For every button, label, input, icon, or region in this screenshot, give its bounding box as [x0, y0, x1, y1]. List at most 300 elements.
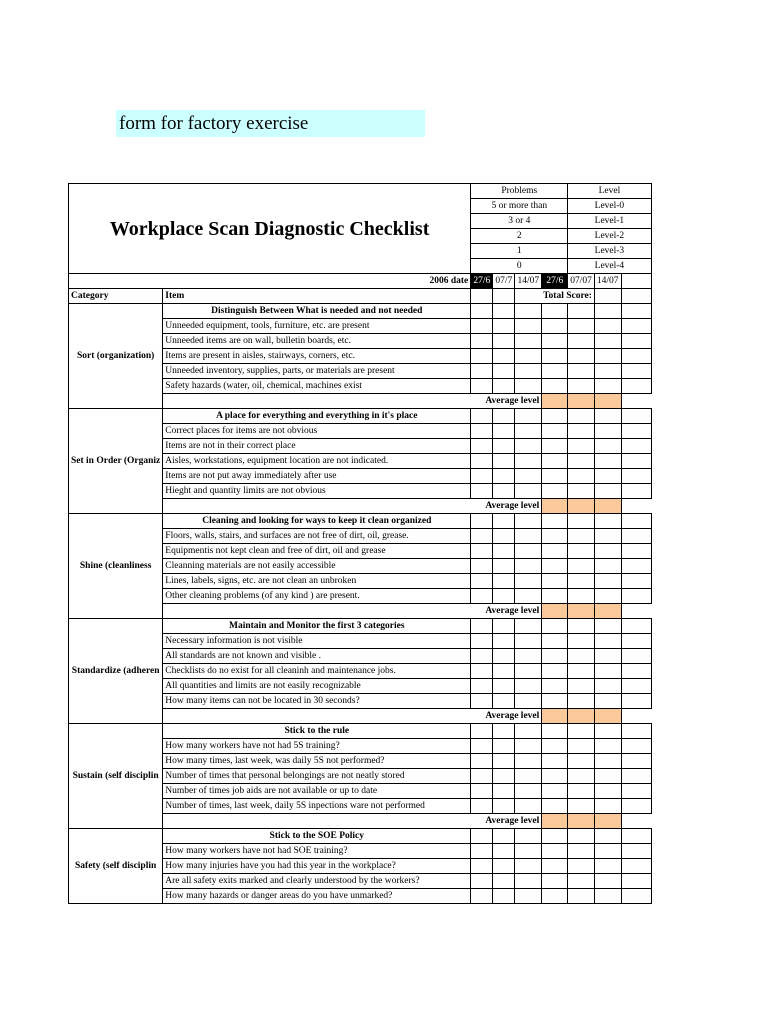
score-cell[interactable] [594, 469, 621, 484]
date-cell: 14/07 [594, 274, 621, 289]
score-cell[interactable] [568, 739, 595, 754]
score-cell[interactable] [568, 829, 595, 844]
score-cell[interactable] [594, 634, 621, 649]
score-cell[interactable] [568, 349, 595, 364]
score-cell[interactable] [621, 724, 651, 739]
score-cell[interactable] [621, 874, 651, 889]
score-cell[interactable] [515, 364, 542, 379]
score-cell[interactable] [568, 874, 595, 889]
score-cell[interactable] [493, 589, 515, 604]
score-cell[interactable] [471, 679, 493, 694]
checklist-table [68, 183, 652, 904]
score-cell[interactable] [621, 334, 651, 349]
score-cell[interactable] [594, 514, 621, 529]
score-cell[interactable] [594, 334, 621, 349]
score-cell[interactable] [515, 349, 542, 364]
score-cell[interactable] [542, 844, 568, 859]
average-level-cell[interactable] [594, 814, 621, 829]
average-level-cell[interactable] [568, 709, 595, 724]
average-level-label: Average level [163, 814, 542, 829]
score-cell[interactable] [621, 844, 651, 859]
section-heading-row [69, 409, 652, 424]
score-cell[interactable] [542, 544, 568, 559]
score-cell[interactable] [515, 319, 542, 334]
score-cell[interactable] [515, 379, 542, 394]
legend-level: Level-2 [568, 229, 651, 244]
date-cell: 27/6 [471, 274, 493, 289]
score-cell[interactable] [568, 334, 595, 349]
score-cell[interactable] [493, 544, 515, 559]
checklist-item: Other cleaning problems (of any kind ) are present. [163, 589, 471, 604]
score-cell[interactable] [515, 634, 542, 649]
checklist-item: Correct places for items are not obvious [163, 424, 471, 439]
score-cell[interactable] [568, 799, 595, 814]
score-cell[interactable] [493, 754, 515, 769]
score-cell[interactable] [594, 874, 621, 889]
score-cell[interactable] [515, 424, 542, 439]
score-cell[interactable] [621, 589, 651, 604]
score-cell[interactable] [542, 694, 568, 709]
score-cell[interactable] [493, 484, 515, 499]
score-cell[interactable] [594, 409, 621, 424]
score-cell[interactable] [594, 859, 621, 874]
score-cell[interactable] [621, 424, 651, 439]
score-cell[interactable] [515, 739, 542, 754]
average-level-cell[interactable] [594, 709, 621, 724]
score-cell[interactable] [542, 409, 568, 424]
score-cell[interactable] [515, 589, 542, 604]
score-cell[interactable] [471, 439, 493, 454]
average-level-cell[interactable] [594, 604, 621, 619]
average-level-cell[interactable] [542, 499, 568, 514]
score-cell[interactable] [594, 424, 621, 439]
category-label: Set in Order (Organiz [69, 409, 163, 514]
score-cell[interactable] [471, 514, 493, 529]
score-cell[interactable] [621, 784, 651, 799]
score-cell[interactable] [621, 469, 651, 484]
score-cell[interactable] [568, 679, 595, 694]
score-cell[interactable] [568, 859, 595, 874]
score-cell[interactable] [515, 649, 542, 664]
score-cell[interactable] [568, 469, 595, 484]
average-level-cell[interactable] [542, 814, 568, 829]
score-cell[interactable] [515, 454, 542, 469]
score-cell[interactable] [471, 364, 493, 379]
score-cell[interactable] [568, 514, 595, 529]
score-cell[interactable] [493, 319, 515, 334]
section-heading-row [69, 304, 652, 319]
score-cell[interactable] [621, 379, 651, 394]
score-cell[interactable] [493, 634, 515, 649]
score-cell[interactable] [515, 574, 542, 589]
score-cell[interactable] [594, 784, 621, 799]
score-cell[interactable] [568, 694, 595, 709]
score-cell[interactable] [594, 529, 621, 544]
score-cell[interactable] [493, 694, 515, 709]
score-cell[interactable] [594, 799, 621, 814]
score-cell[interactable] [542, 634, 568, 649]
score-cell[interactable] [493, 304, 515, 319]
score-cell[interactable] [621, 454, 651, 469]
score-cell[interactable] [493, 874, 515, 889]
score-cell[interactable] [594, 844, 621, 859]
score-cell[interactable] [542, 679, 568, 694]
score-cell[interactable] [493, 769, 515, 784]
average-level-cell[interactable] [542, 394, 568, 409]
score-cell[interactable] [594, 649, 621, 664]
score-cell[interactable] [471, 829, 493, 844]
score-cell[interactable] [493, 649, 515, 664]
category-label: Safety (self disciplin [69, 829, 163, 904]
score-cell[interactable] [594, 739, 621, 754]
score-cell[interactable] [493, 529, 515, 544]
legend-level: Level-3 [568, 244, 651, 259]
score-cell[interactable] [568, 559, 595, 574]
score-cell[interactable] [493, 439, 515, 454]
score-cell[interactable] [471, 559, 493, 574]
score-cell[interactable] [568, 844, 595, 859]
score-cell[interactable] [471, 589, 493, 604]
score-cell[interactable] [471, 319, 493, 334]
score-cell[interactable] [493, 379, 515, 394]
score-cell[interactable] [471, 634, 493, 649]
score-cell[interactable] [515, 304, 542, 319]
score-cell[interactable] [594, 544, 621, 559]
score-cell[interactable] [621, 529, 651, 544]
score-cell[interactable] [471, 754, 493, 769]
score-cell[interactable] [542, 514, 568, 529]
score-cell[interactable] [471, 694, 493, 709]
score-cell[interactable] [493, 784, 515, 799]
date-cell: 27/6 [542, 274, 568, 289]
score-cell[interactable] [621, 544, 651, 559]
legend-problems: 0 [471, 259, 568, 274]
score-cell[interactable] [542, 859, 568, 874]
score-cell[interactable] [568, 304, 595, 319]
score-cell[interactable] [471, 334, 493, 349]
score-cell[interactable] [542, 559, 568, 574]
score-cell[interactable] [568, 439, 595, 454]
score-cell[interactable] [542, 619, 568, 634]
score-cell[interactable] [493, 829, 515, 844]
score-cell[interactable] [493, 334, 515, 349]
score-cell[interactable] [542, 799, 568, 814]
score-cell[interactable] [621, 829, 651, 844]
average-level-cell[interactable] [542, 604, 568, 619]
score-cell[interactable] [515, 829, 542, 844]
score-cell[interactable] [542, 349, 568, 364]
score-cell[interactable] [594, 559, 621, 574]
category-label: Sort (organization) [69, 304, 163, 409]
score-cell[interactable] [471, 799, 493, 814]
score-cell[interactable] [542, 664, 568, 679]
score-cell[interactable] [568, 664, 595, 679]
score-cell[interactable] [515, 439, 542, 454]
score-cell[interactable] [621, 664, 651, 679]
section-heading-row [69, 829, 652, 844]
checklist-item: Unneeded items are on wall, bulletin boards, etc. [163, 334, 471, 349]
checklist-item: Unneeded equipment, tools, furniture, etc. are present [163, 319, 471, 334]
score-cell[interactable] [471, 484, 493, 499]
score-cell[interactable] [594, 304, 621, 319]
score-cell[interactable] [568, 619, 595, 634]
checklist-item: Necessary information is not visible [163, 634, 471, 649]
score-cell[interactable] [594, 664, 621, 679]
score-cell[interactable] [621, 754, 651, 769]
score-cell[interactable] [515, 514, 542, 529]
score-cell[interactable] [621, 889, 651, 904]
score-cell[interactable] [515, 799, 542, 814]
score-cell[interactable] [542, 529, 568, 544]
score-cell[interactable] [594, 754, 621, 769]
section-heading: Distinguish Between What is needed and not needed [163, 304, 471, 319]
score-cell[interactable] [471, 304, 493, 319]
section-heading: Cleaning and looking for ways to keep it clean organized [163, 514, 471, 529]
score-cell[interactable] [471, 574, 493, 589]
checklist-item: Safety hazards (water, oil, chemical, machines exist [163, 379, 471, 394]
score-cell[interactable] [594, 319, 621, 334]
checklist-item: Checklists do no exist for all cleaninh and maintenance jobs. [163, 664, 471, 679]
score-cell[interactable] [621, 439, 651, 454]
legend-level: Level-0 [568, 199, 651, 214]
score-cell[interactable] [471, 619, 493, 634]
average-level-label: Average level [163, 394, 542, 409]
score-cell[interactable] [493, 889, 515, 904]
score-cell[interactable] [515, 679, 542, 694]
score-cell[interactable] [621, 319, 651, 334]
score-cell[interactable] [594, 574, 621, 589]
score-cell[interactable] [515, 559, 542, 574]
score-cell[interactable] [515, 844, 542, 859]
score-cell[interactable] [621, 799, 651, 814]
score-cell[interactable] [493, 859, 515, 874]
score-cell[interactable] [493, 424, 515, 439]
score-cell[interactable] [471, 454, 493, 469]
score-cell[interactable] [515, 874, 542, 889]
score-cell[interactable] [542, 454, 568, 469]
score-cell[interactable] [471, 889, 493, 904]
score-cell[interactable] [515, 484, 542, 499]
score-cell[interactable] [471, 859, 493, 874]
score-cell[interactable] [471, 409, 493, 424]
score-cell[interactable] [515, 544, 542, 559]
score-cell[interactable] [542, 469, 568, 484]
score-cell[interactable] [594, 889, 621, 904]
score-cell[interactable] [621, 859, 651, 874]
score-cell[interactable] [568, 319, 595, 334]
checklist-item: Floors, walls, stairs, and surfaces are not free of dirt, oil, grease. [163, 529, 471, 544]
date-cell: 07/07 [568, 274, 595, 289]
score-cell[interactable] [471, 649, 493, 664]
score-cell[interactable] [594, 619, 621, 634]
score-cell[interactable] [594, 349, 621, 364]
score-cell[interactable] [515, 724, 542, 739]
score-cell[interactable] [515, 769, 542, 784]
average-level-cell[interactable] [568, 394, 595, 409]
score-cell[interactable] [594, 589, 621, 604]
score-cell[interactable] [493, 514, 515, 529]
score-cell[interactable] [471, 469, 493, 484]
score-cell[interactable] [568, 784, 595, 799]
checklist-item: Aisles, workstations, equipment location are not indicated. [163, 454, 471, 469]
score-cell[interactable] [568, 724, 595, 739]
score-cell[interactable] [568, 769, 595, 784]
checklist-item: All quantities and limits are not easily recognizable [163, 679, 471, 694]
score-cell[interactable] [568, 484, 595, 499]
score-cell[interactable] [542, 589, 568, 604]
score-cell[interactable] [542, 739, 568, 754]
score-cell[interactable] [493, 349, 515, 364]
score-cell[interactable] [621, 634, 651, 649]
score-cell[interactable] [493, 409, 515, 424]
score-cell[interactable] [493, 574, 515, 589]
score-cell[interactable] [568, 649, 595, 664]
score-cell[interactable] [568, 364, 595, 379]
score-cell[interactable] [568, 544, 595, 559]
score-cell[interactable] [594, 364, 621, 379]
score-cell[interactable] [542, 334, 568, 349]
average-level-cell[interactable] [594, 394, 621, 409]
score-cell[interactable] [621, 409, 651, 424]
score-cell[interactable] [471, 424, 493, 439]
average-level-cell[interactable] [568, 499, 595, 514]
score-cell[interactable] [594, 379, 621, 394]
score-cell[interactable] [621, 679, 651, 694]
score-cell[interactable] [621, 574, 651, 589]
score-cell[interactable] [542, 304, 568, 319]
average-level-cell[interactable] [542, 709, 568, 724]
score-cell[interactable] [515, 784, 542, 799]
score-cell[interactable] [568, 589, 595, 604]
average-level-cell[interactable] [594, 499, 621, 514]
score-cell[interactable] [594, 439, 621, 454]
score-cell[interactable] [621, 484, 651, 499]
checklist-item: Unneeded inventory, supplies, parts, or materials are present [163, 364, 471, 379]
score-cell[interactable] [493, 559, 515, 574]
checklist-item: Number of times that personal belongings are not neatly stored [163, 769, 471, 784]
average-level-cell[interactable] [568, 604, 595, 619]
score-cell[interactable] [542, 574, 568, 589]
section-heading-row [69, 724, 652, 739]
score-cell[interactable] [515, 694, 542, 709]
score-cell[interactable] [542, 829, 568, 844]
score-cell[interactable] [542, 724, 568, 739]
category-label: Sustain (self disciplin [69, 724, 163, 829]
score-cell[interactable] [471, 844, 493, 859]
score-cell[interactable] [568, 574, 595, 589]
score-cell[interactable] [542, 769, 568, 784]
score-cell[interactable] [568, 889, 595, 904]
score-cell[interactable] [515, 334, 542, 349]
score-cell[interactable] [471, 544, 493, 559]
score-cell[interactable] [568, 379, 595, 394]
score-cell[interactable] [568, 754, 595, 769]
score-cell[interactable] [515, 469, 542, 484]
score-cell[interactable] [542, 364, 568, 379]
score-cell[interactable] [515, 409, 542, 424]
score-cell[interactable] [594, 724, 621, 739]
score-cell[interactable] [542, 319, 568, 334]
score-cell[interactable] [515, 859, 542, 874]
score-cell[interactable] [493, 799, 515, 814]
score-cell[interactable] [493, 664, 515, 679]
score-cell[interactable] [471, 874, 493, 889]
score-cell[interactable] [621, 649, 651, 664]
legend-problems: 2 [471, 229, 568, 244]
score-cell[interactable] [493, 679, 515, 694]
score-cell[interactable] [568, 424, 595, 439]
score-cell[interactable] [542, 424, 568, 439]
score-cell[interactable] [594, 679, 621, 694]
category-header: Category [69, 289, 163, 304]
average-level-label: Average level [163, 709, 542, 724]
score-cell[interactable] [594, 829, 621, 844]
score-cell[interactable] [493, 619, 515, 634]
score-cell[interactable] [542, 784, 568, 799]
score-cell[interactable] [542, 439, 568, 454]
checklist-item: Hieght and quantity limits are not obvious [163, 484, 471, 499]
score-cell[interactable] [594, 454, 621, 469]
score-cell[interactable] [515, 754, 542, 769]
score-cell[interactable] [493, 844, 515, 859]
score-cell[interactable] [621, 514, 651, 529]
category-label: Shine (cleanliness [69, 514, 163, 619]
score-cell[interactable] [542, 754, 568, 769]
score-cell[interactable] [621, 364, 651, 379]
score-cell[interactable] [471, 349, 493, 364]
score-cell[interactable] [621, 769, 651, 784]
score-cell[interactable] [493, 364, 515, 379]
score-cell[interactable] [594, 484, 621, 499]
score-cell[interactable] [515, 619, 542, 634]
checklist-item: Items are present in aisles, stairways, corners, etc. [163, 349, 471, 364]
score-cell[interactable] [568, 409, 595, 424]
score-cell[interactable] [594, 769, 621, 784]
score-cell[interactable] [515, 664, 542, 679]
score-cell[interactable] [471, 769, 493, 784]
score-cell[interactable] [471, 529, 493, 544]
score-cell[interactable] [621, 694, 651, 709]
section-heading: Stick to the rule [163, 724, 471, 739]
score-cell[interactable] [568, 454, 595, 469]
score-cell[interactable] [515, 889, 542, 904]
score-cell[interactable] [493, 469, 515, 484]
score-cell[interactable] [471, 379, 493, 394]
score-cell[interactable] [542, 484, 568, 499]
score-cell[interactable] [568, 634, 595, 649]
score-cell[interactable] [542, 889, 568, 904]
score-cell[interactable] [471, 739, 493, 754]
score-cell[interactable] [493, 739, 515, 754]
score-cell[interactable] [568, 529, 595, 544]
score-cell[interactable] [621, 349, 651, 364]
score-cell[interactable] [493, 724, 515, 739]
score-cell[interactable] [471, 784, 493, 799]
score-cell[interactable] [621, 559, 651, 574]
average-level-cell[interactable] [568, 814, 595, 829]
score-cell[interactable] [594, 694, 621, 709]
score-cell[interactable] [542, 379, 568, 394]
score-cell[interactable] [493, 454, 515, 469]
score-cell[interactable] [621, 619, 651, 634]
score-cell[interactable] [621, 739, 651, 754]
score-cell[interactable] [542, 874, 568, 889]
score-cell[interactable] [471, 724, 493, 739]
score-cell[interactable] [471, 664, 493, 679]
score-cell[interactable] [542, 649, 568, 664]
score-cell[interactable] [515, 529, 542, 544]
score-cell[interactable] [621, 304, 651, 319]
